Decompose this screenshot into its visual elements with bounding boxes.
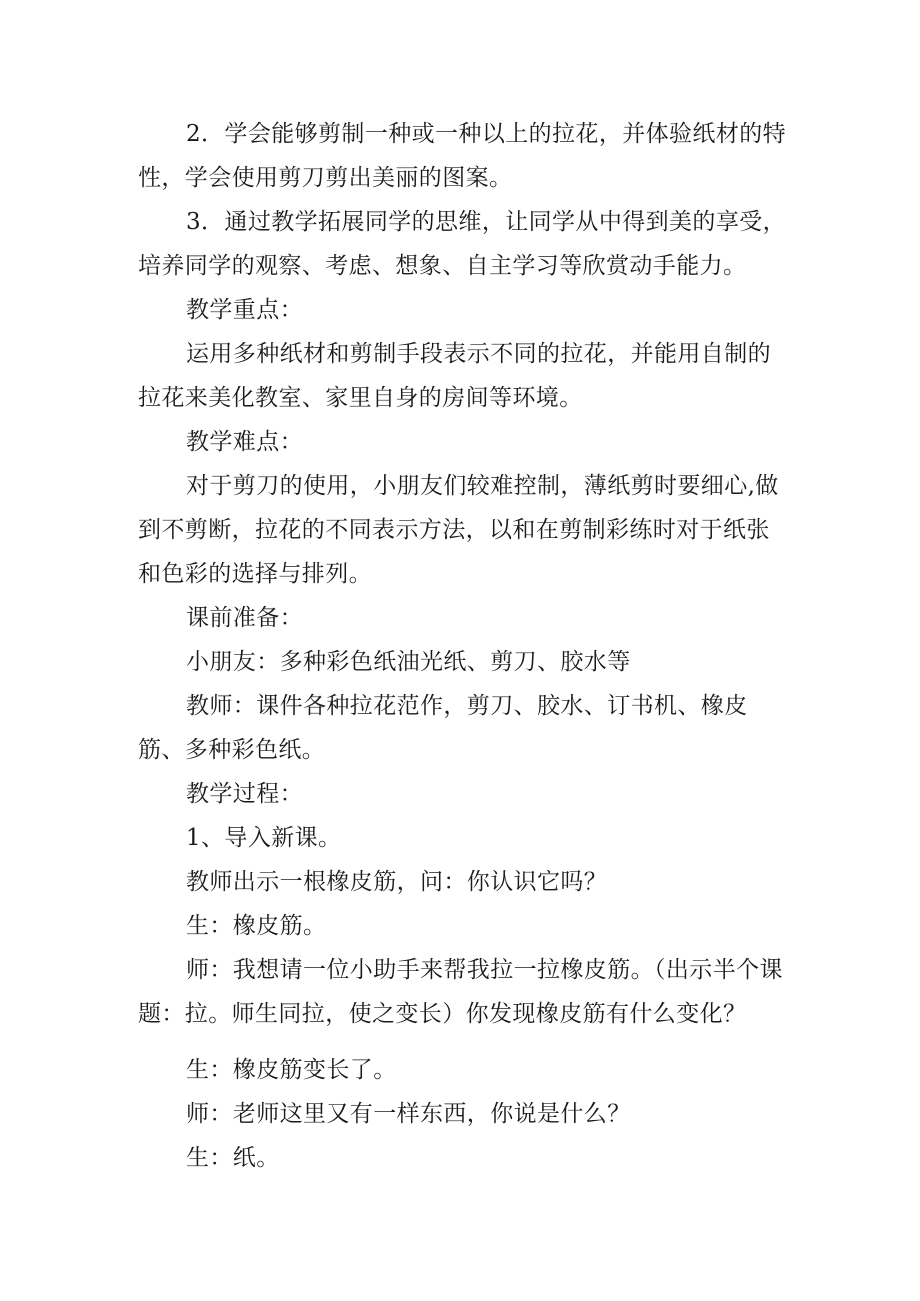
paragraph-dialogue-3: 师：我想请一位小助手来帮我拉一拉橡皮筋。（出示半个课题：拉。师生同拉，使之变长）你发现橡皮筋有什么变化？: [138, 957, 783, 1027]
paragraph-dialogue-5: 师：老师这里又有一样东西，你说是什么？: [186, 1101, 631, 1127]
heading-process: 教学过程：: [186, 781, 303, 807]
paragraph-difficulties: 对于剪刀的使用，小朋友们较难控制，薄纸剪时要细心,做到不剪断，拉花的不同表示方法，以和在剪制彩练时对于纸张和色彩的选择与排列。: [138, 473, 779, 587]
heading-difficulties: 教学难点：: [186, 429, 303, 455]
document-page: [138, 112, 788, 1180]
paragraph-dialogue-6: 生：纸。: [186, 1145, 280, 1171]
paragraph-key-points: 运用多种纸材和剪制手段表示不同的拉花，并能用自制的拉花来美化教室、家里自身的房间等环境。: [138, 341, 771, 411]
paragraph-student-materials: 小朋友：多种彩色纸油光纸、剪刀、胶水等: [186, 649, 631, 675]
paragraph-step-1: 1、导入新课。: [186, 825, 342, 851]
paragraph-teacher-materials: 教师：课件各种拉花范作，剪刀、胶水、订书机、橡皮筋、多种彩色纸。: [138, 693, 748, 763]
paragraph-dialogue-1: 教师出示一根橡皮筋，问：你认识它吗？: [186, 869, 608, 895]
paragraph-objective-2: 2．学会能够剪制一种或一种以上的拉花，并体验纸材的特性，学会使用剪刀剪出美丽的图案。: [138, 121, 787, 191]
heading-preparation: 课前准备：: [186, 605, 303, 631]
heading-key-points: 教学重点：: [186, 297, 303, 323]
paragraph-dialogue-2: 生：橡皮筋。: [186, 913, 327, 939]
paragraph-dialogue-4: 生：橡皮筋变长了。: [186, 1057, 397, 1083]
paragraph-objective-3: 3．通过教学拓展同学的思维，让同学从中得到美的享受，培养同学的观察、考虑、想象、自主学习等欣赏动手能力。: [138, 209, 787, 279]
